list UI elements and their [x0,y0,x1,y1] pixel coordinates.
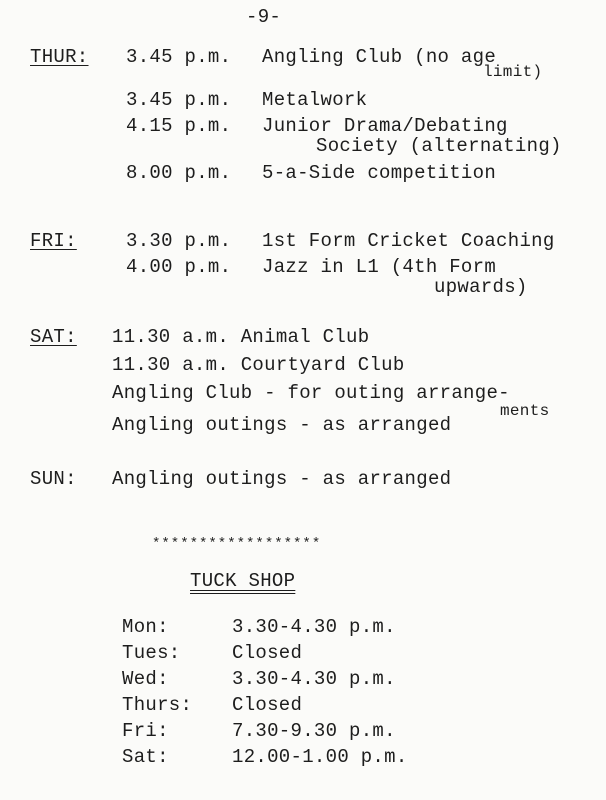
tuck-hours-fri: 7.30-9.30 p.m. [232,720,396,742]
saturday-line-4: Angling outings - as arranged [112,414,452,436]
tuck-day-mon: Mon: [122,616,169,638]
thursday-event-3: Junior Drama/Debating [262,115,508,137]
tuck-day-wed: Wed: [122,668,169,690]
thursday-time-1: 3.45 p.m. [126,46,232,68]
saturday-label: SAT: [30,326,77,348]
friday-label: FRI: [30,230,77,252]
thursday-event-1-cont: limit) [483,63,543,81]
thursday-time-4: 8.00 p.m. [126,162,232,184]
thursday-event-2: Metalwork [262,89,368,111]
thursday-event-4: 5-a-Side competition [262,162,497,184]
page-number: -9- [246,6,282,28]
star-separator: ****************** [152,536,322,552]
tuck-day-thurs: Thurs: [122,694,193,716]
thursday-event-1: Angling Club (no age [262,46,497,68]
tuck-hours-thurs: Closed [232,694,303,716]
sunday-label: SUN: [30,468,77,490]
saturday-line-2: 11.30 a.m. Courtyard Club [112,354,405,376]
thursday-time-2: 3.45 p.m. [126,89,232,111]
thursday-time-3: 4.15 p.m. [126,115,232,137]
saturday-line-1: 11.30 a.m. Animal Club [112,326,370,348]
friday-time-2: 4.00 p.m. [126,256,232,278]
friday-time-1: 3.30 p.m. [126,230,232,252]
thursday-event-3-cont: Society (alternating) [316,135,562,157]
friday-event-2-cont: upwards) [434,276,528,298]
friday-event-1: 1st Form Cricket Coaching [262,230,555,252]
tuck-hours-wed: 3.30-4.30 p.m. [232,668,396,690]
saturday-wrap: ments [500,402,550,420]
tuck-day-sat: Sat: [122,746,169,768]
tuck-shop-title: TUCK SHOP [190,570,296,592]
thursday-label: THUR: [30,46,89,68]
tuck-hours-tues: Closed [232,642,303,664]
tuck-day-tues: Tues: [122,642,181,664]
tuck-hours-sat: 12.00-1.00 p.m. [232,746,408,768]
tuck-day-fri: Fri: [122,720,169,742]
friday-event-2: Jazz in L1 (4th Form [262,256,497,278]
saturday-line-3: Angling Club - for outing arrange- [112,382,510,404]
sunday-line: Angling outings - as arranged [112,468,452,490]
tuck-hours-mon: 3.30-4.30 p.m. [232,616,396,638]
